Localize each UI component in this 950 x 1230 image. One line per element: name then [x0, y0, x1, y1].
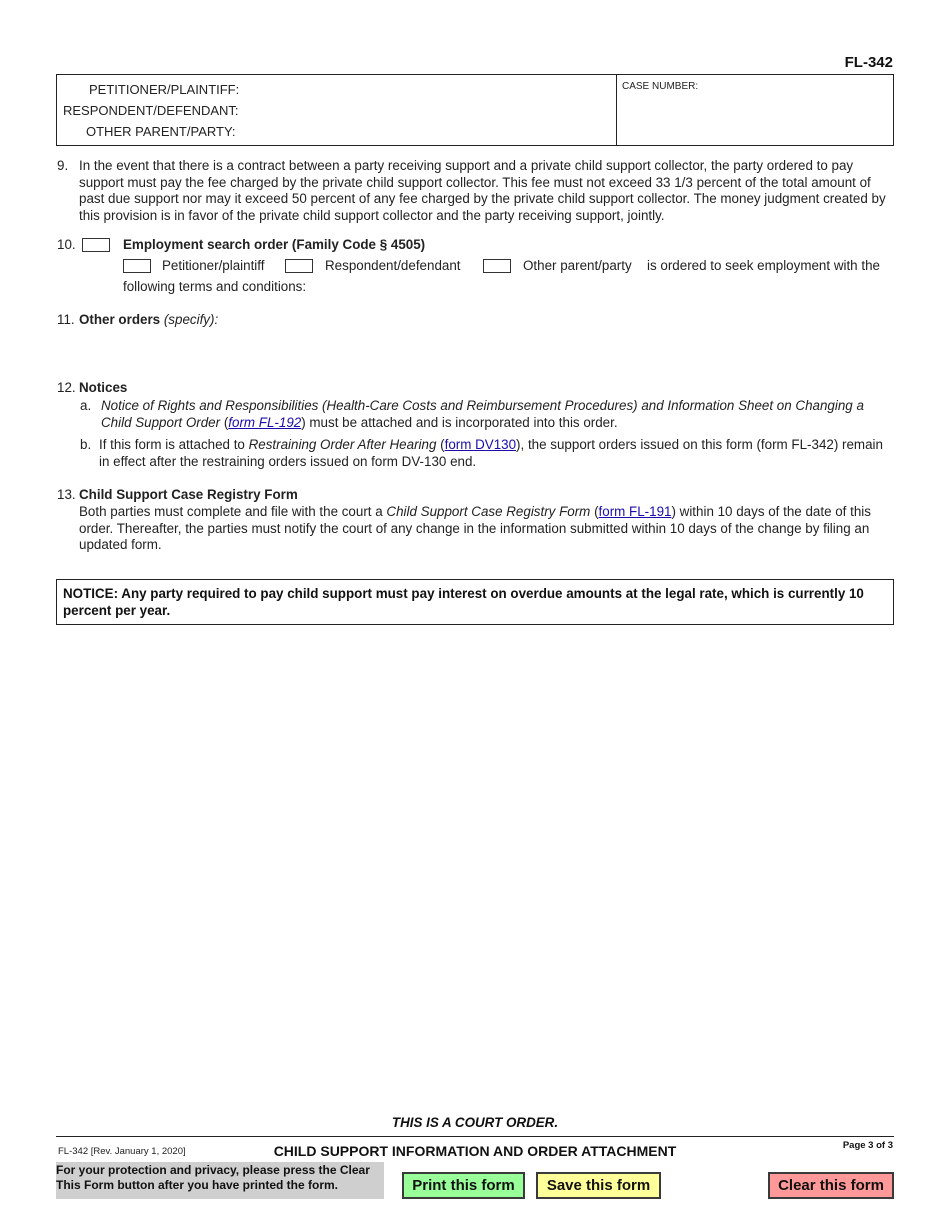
item-13-pre: Both parties must complete and file with the court a	[79, 504, 383, 519]
item-12b-italic: Restraining Order After Hearing	[248, 437, 437, 452]
other-parent-label: OTHER PARENT/PARTY:	[86, 124, 236, 139]
item-12b-letter: b.	[80, 437, 92, 452]
item-11-title: Other orders	[79, 312, 161, 327]
respondent-checkbox[interactable]	[285, 259, 313, 273]
item-12a-rest: must be attached and is incorporated into this order.	[309, 414, 618, 430]
item-11-specify: (specify):	[163, 312, 219, 327]
case-number-label: CASE NUMBER:	[622, 81, 699, 92]
clear-form-button[interactable]: Clear this form	[768, 1172, 894, 1199]
item-13-text: Both parties must complete and file with the court a Child Support Case Registry Form (form FL-191) within 10 days of the date of this order. Thereafter, the parties must notify the court of any change in the information submitted within 10 days of the change by filing an updated form.	[79, 504, 871, 553]
item-12-title: Notices	[79, 380, 128, 395]
save-form-button[interactable]: Save this form	[536, 1172, 661, 1199]
petitioner-label: PETITIONER/PLAINTIFF:	[89, 82, 240, 97]
item-10-text-line2: following terms and conditions:	[123, 279, 307, 294]
item-12b-rest: the support orders issued on this form (form FL-342) remain in effect after the restraining orders issued on form DV-130 end.	[99, 437, 883, 469]
form-fl192-link[interactable]: form FL-192	[228, 414, 302, 430]
employment-order-checkbox[interactable]	[82, 238, 110, 252]
item-13-italic: Child Support Case Registry Form	[386, 504, 591, 519]
item-12b-pre: If this form is attached to	[99, 437, 245, 452]
form-fl191-link[interactable]: form FL-191	[598, 504, 672, 519]
item-12a-italic: Notice of Rights and Responsibilities (Health-Care Costs and Reimbursement Procedures) and Information Sheet on Changing a Child Support Order	[101, 398, 864, 430]
item-12b-text: If this form is attached to Restraining Order After Hearing (form DV130), the support orders issued on this form (form FL-342) remain in effect after the restraining orders issued on form DV-130 end.	[99, 437, 883, 469]
case-divider	[616, 75, 617, 145]
print-form-button[interactable]: Print this form	[402, 1172, 525, 1199]
privacy-line-2: This Form button after you have printed the form.	[56, 1177, 339, 1192]
parties-section	[57, 75, 617, 145]
page-number: Page 3 of 3	[842, 1140, 893, 1151]
item-13-rest: within 10 days of the date of this order. Thereafter, the parties must notify the court of any change in the information submitted within 10 days of the change by filing an updated form.	[79, 504, 871, 553]
other-parent-option-label: Other parent/party	[523, 258, 632, 273]
item-9-number: 9.	[57, 158, 69, 173]
revision-label: FL-342 [Rev. January 1, 2020]	[58, 1146, 186, 1157]
item-11-number: 11.	[57, 312, 75, 327]
petitioner-option-label: Petitioner/plaintiff	[162, 258, 265, 273]
case-caption-box	[56, 74, 894, 146]
interest-notice-box: NOTICE: Any party required to pay child support must pay interest on overdue amounts at the legal rate, which is currently 10 percent per year.	[56, 579, 894, 625]
court-order-text: THIS IS A COURT ORDER.	[391, 1115, 559, 1130]
petitioner-checkbox[interactable]	[123, 259, 151, 273]
privacy-line-1: For your protection and privacy, please press the Clear	[56, 1163, 370, 1177]
other-parent-checkbox[interactable]	[483, 259, 511, 273]
item-10-number: 10.	[57, 237, 76, 252]
footer-divider	[56, 1136, 894, 1137]
respondent-label: RESPONDENT/DEFENDANT:	[63, 103, 239, 118]
item-12a-letter: a.	[80, 398, 92, 413]
item-13-number: 13.	[57, 487, 76, 502]
item-12a-text: Notice of Rights and Responsibilities (Health-Care Costs and Reimbursement Procedures) and Information Sheet on Changing a Child Support Order (form FL-192) must be attached and is incorporated into this order.	[101, 398, 864, 430]
item-12-number: 12.	[57, 380, 76, 395]
item-9-text: In the event that there is a contract between a party receiving support and a private child support collector, the party ordered to pay support must pay the fee charged by the private child support collector. This fee must not exceed 33 1/3 percent of the total amount of past due support nor may it exceed 50 percent of any fee charged by the private child support collector. The money judgment created by this provision is in favor of the private child support collector and the party receiving support, jointly.	[79, 158, 886, 223]
respondent-option-label: Respondent/defendant	[325, 258, 461, 273]
item-10-text-after: is ordered to seek employment with the	[647, 258, 880, 273]
form-number: FL-342	[844, 54, 893, 71]
form-title: CHILD SUPPORT INFORMATION AND ORDER ATTACHMENT	[273, 1143, 677, 1159]
item-13-title: Child Support Case Registry Form	[79, 487, 298, 502]
item-10-title: Employment search order (Family Code § 4505)	[123, 237, 426, 252]
form-dv130-link[interactable]: form DV130	[444, 437, 517, 452]
item-11-heading	[79, 312, 218, 329]
privacy-notice	[56, 1162, 384, 1199]
